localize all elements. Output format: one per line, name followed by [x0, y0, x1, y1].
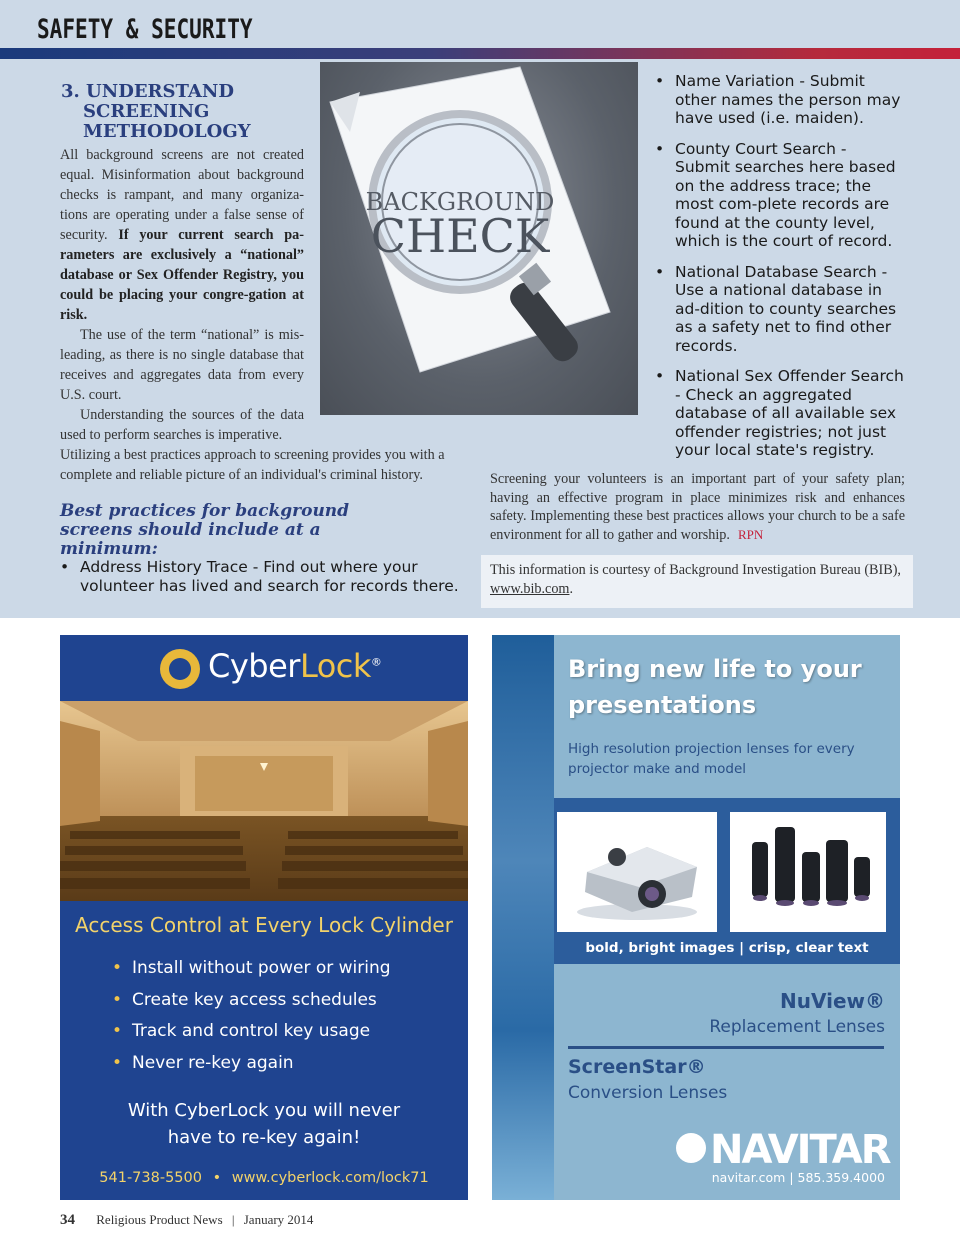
magnifier-illustration	[320, 62, 638, 415]
cyberlock-tagline: Access Control at Every Lock Cylinder	[75, 913, 453, 937]
illustration-line-1: BACKGROUND	[365, 188, 555, 216]
paragraph-3-end: Utilizing a best practices approach to screening provides you with a complete and reliable picture of an individual's criminal history.	[60, 447, 445, 483]
decorative-swoosh	[492, 635, 554, 1200]
paragraph-3-start: Understanding the sources of the data used to perform searches is imperative.	[60, 407, 304, 443]
article-column-1-wide	[60, 445, 470, 485]
lenses-photo	[730, 812, 886, 932]
closing-line-2: have to re-key again!	[167, 1127, 361, 1148]
cyberlock-logo-icon	[160, 649, 200, 689]
illustration-line-2: CHECK	[370, 209, 550, 263]
paragraph-1-bold: If your current search pa-rameters are exclusively a “national” database or Sex Offender Registry, you could be placing your congre-gation at risk.	[60, 227, 305, 323]
lenses-image	[730, 812, 886, 932]
contact-bullet: •	[212, 1170, 222, 1186]
product-caption: bold, bright images | crisp, clear text	[585, 940, 869, 956]
cyberlock-features	[110, 953, 391, 1079]
publication-name: Religious Product News	[96, 1212, 223, 1227]
heading-line-1: 3. UNDERSTAND	[61, 81, 234, 102]
cyberlock-ad[interactable]	[60, 635, 468, 1200]
article-heading	[61, 82, 301, 142]
background-check-illustration	[320, 62, 638, 415]
closing-line-1: With CyberLock you will never	[127, 1100, 401, 1121]
projector-image	[557, 812, 717, 932]
paragraph-1	[60, 145, 304, 325]
section-rule	[0, 48, 960, 59]
divider	[568, 1046, 884, 1049]
brand-part-2: Lock	[299, 647, 371, 685]
courtesy-box	[481, 555, 913, 608]
list-item: • Never re-key again	[110, 1048, 391, 1080]
paragraph-1-plain: All background screens are not created equal. Misinformation about background checks is rampant, and many organiza-tions are operating under a false sense of security.	[60, 147, 304, 243]
courtesy-text: This information is courtesy of Background Investigation Bureau (BIB),	[490, 562, 901, 578]
list-item: • Track and control key usage	[110, 1016, 391, 1048]
registered-mark: ®	[370, 655, 382, 669]
heading-line-2: SCREENING	[83, 101, 210, 122]
closing-text: Screening your volunteers is an important part of your safety plan; having an effective program in place minimizes risk and enhances safety. Implementing these best practices allows your church to be a safe environment for all to gather and worship.	[490, 471, 905, 543]
rpn-signoff: RPN	[737, 526, 764, 542]
navitar-headline	[568, 651, 888, 723]
brand-part-1: Cyber	[208, 647, 300, 685]
headline-line-1: Bring new life to your	[568, 655, 862, 683]
bib-link[interactable]: www.bib.com	[490, 581, 570, 597]
projector-photo	[557, 812, 717, 932]
bullets-left	[60, 558, 475, 596]
article-column-1	[60, 145, 304, 445]
navitar-ad[interactable]	[492, 635, 900, 1200]
navitar-contact[interactable]: navitar.com | 585.359.4000	[711, 1170, 885, 1185]
cyberlock-brand	[208, 647, 381, 685]
bullets-right	[655, 72, 905, 472]
section-title: SAFETY & SECURITY	[37, 14, 253, 45]
screenstar-subtitle: Conversion Lenses	[568, 1083, 728, 1103]
list-item: • Address History Trace - Find out where your volunteer has lived and search for records there.	[60, 558, 475, 596]
list-item: • National Sex Offender Search - Check an aggregated database of all available sex offender registries; not just your local state's registry.	[655, 367, 905, 460]
list-item: • County Court Search - Submit searches here based on the address trace; the most com-plete records are found at the county level, which is the court of record.	[655, 140, 905, 251]
issue-date: January 2014	[243, 1212, 314, 1227]
list-item: • Install without power or wiring	[110, 953, 391, 985]
list-item: • National Database Search - Use a national database in ad-dition to county searches as a safety net to find other records.	[655, 263, 905, 356]
closing-paragraph	[490, 470, 905, 544]
navitar-subhead: High resolution projection lenses for every projector make and model	[568, 741, 855, 777]
nuview-title: NuView®	[780, 989, 885, 1013]
cyberlock-closing	[60, 1097, 468, 1151]
auditorium-photo	[60, 701, 468, 901]
list-item: • Name Variation - Submit other names the person may have used (i.e. maiden).	[655, 72, 905, 128]
page-number: 34	[60, 1212, 75, 1228]
paragraph-2: The use of the term “national” is mis-leading, as there is no single database that receives and aggregates data from every U.S. court.	[60, 327, 304, 403]
navitar-logo: NAVITAR	[710, 1127, 890, 1173]
best-practices-heading: Best practices for background screens should include at a minimum:	[60, 501, 350, 559]
nuview-subtitle: Replacement Lenses	[709, 1017, 885, 1037]
list-item: • Create key access schedules	[110, 985, 391, 1017]
cyberlock-phone[interactable]: 541-738-5500	[99, 1170, 202, 1186]
courtesy-end: .	[569, 581, 574, 597]
headline-line-2: presentations	[568, 691, 757, 719]
auditorium-image	[60, 701, 468, 901]
screenstar-title: ScreenStar®	[568, 1056, 706, 1078]
heading-line-3: METHODOLOGY	[83, 121, 251, 142]
page-footer	[60, 1212, 313, 1229]
cyberlock-contact	[60, 1170, 468, 1186]
navitar-logo-icon	[676, 1133, 706, 1163]
footer-separator: |	[231, 1212, 235, 1227]
cyberlock-url[interactable]: www.cyberlock.com/lock71	[231, 1170, 429, 1186]
